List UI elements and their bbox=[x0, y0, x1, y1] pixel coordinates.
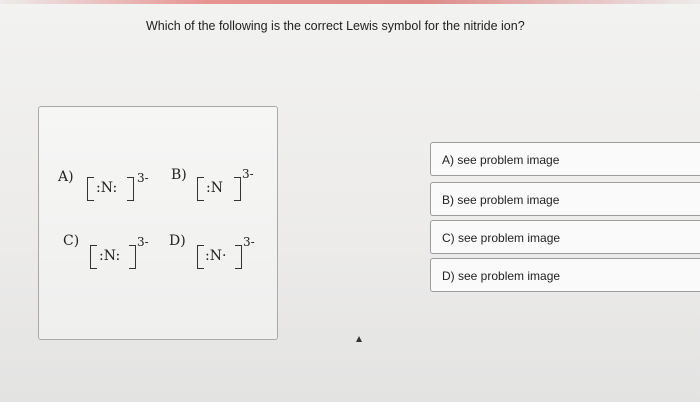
left-bracket bbox=[90, 245, 97, 269]
mouse-cursor-icon bbox=[356, 336, 362, 342]
answer-option-c[interactable]: C) see problem image bbox=[430, 220, 700, 254]
right-bracket bbox=[127, 177, 134, 201]
answer-option-b[interactable]: B) see problem image bbox=[430, 182, 700, 216]
lewis-symbol-c: :N: bbox=[99, 248, 121, 264]
figure-letter-b: B) bbox=[171, 167, 187, 183]
figure-letter-d: D) bbox=[169, 233, 186, 249]
lewis-symbol-a: :N: bbox=[96, 180, 118, 196]
lewis-symbol-b: :N bbox=[206, 180, 223, 196]
answer-option-d[interactable]: D) see problem image bbox=[430, 258, 700, 292]
figure-letter-c: C) bbox=[63, 233, 80, 249]
answer-option-a[interactable]: A) see problem image bbox=[430, 142, 700, 176]
right-bracket bbox=[235, 245, 242, 269]
top-accent-strip bbox=[0, 0, 700, 4]
figure-letter-a: A) bbox=[58, 169, 74, 185]
right-bracket bbox=[234, 177, 241, 201]
lewis-symbol-d: :N· bbox=[205, 248, 227, 264]
left-bracket bbox=[197, 177, 204, 201]
charge-d: 3- bbox=[243, 235, 255, 249]
right-bracket bbox=[129, 245, 136, 269]
left-bracket bbox=[87, 177, 94, 201]
left-bracket bbox=[197, 245, 204, 269]
charge-b: 3- bbox=[242, 167, 254, 181]
charge-a: 3- bbox=[137, 171, 149, 185]
charge-c: 3- bbox=[137, 235, 149, 249]
question-text: Which of the following is the correct Lewis symbol for the nitride ion? bbox=[146, 19, 525, 33]
problem-image bbox=[38, 106, 278, 340]
